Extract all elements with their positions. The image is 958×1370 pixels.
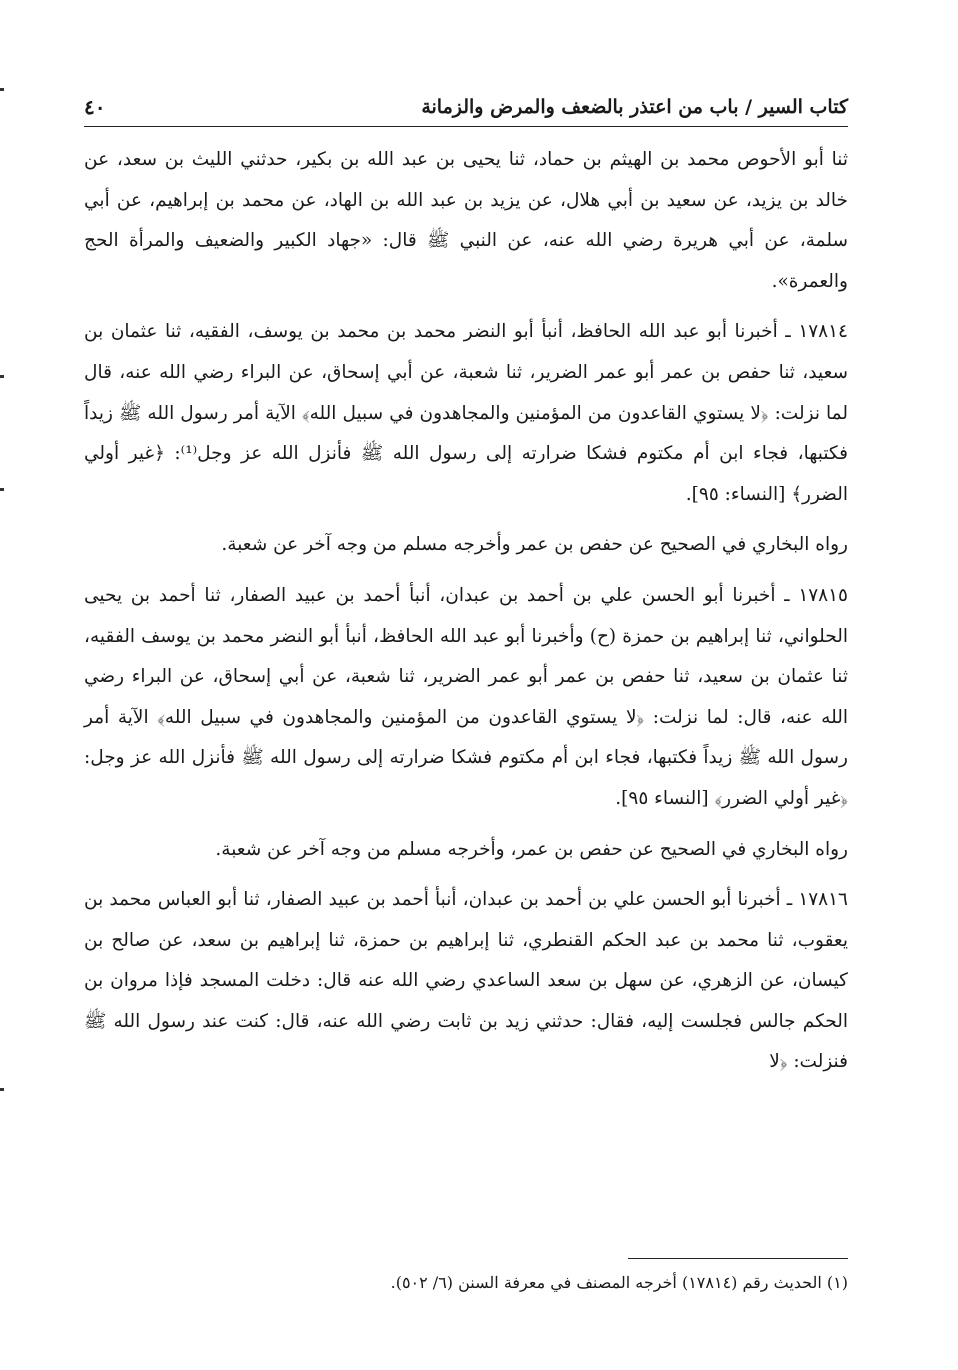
page-header <box>84 92 848 127</box>
footnote-divider <box>628 1258 848 1259</box>
takhrij-17814: رواه البخاري في الصحيح عن حفص بن عمر وأخرجه مسلم من وجه آخر عن شعبة. <box>221 534 848 556</box>
scan-edge-mark <box>0 88 4 91</box>
footnote: (١) الحديث رقم (١٧٨١٤) أخرجه المصنف في معرفة السنن (٦/ ٥٠٢). <box>390 1273 848 1292</box>
hadith-17816: ١٧٨١٦ ـ أخبرنا أبو الحسن علي بن أحمد بن عبدان، أنبأ أحمد بن عبيد الصفار، ثنا أبو العباس محمد بن يعقوب، ثنا محمد بن عبد الحكم القنطري، ثنا إبراهيم بن حمزة، ثنا إبراهيم بن سعد، عن صالح بن كيسان، عن الزهري، عن سهل بن سعد الساعدي رضي الله عنه قال: دخلت المسجد فإذا مروان بن الحكم جالس فجلست إليه، فقال: حدثني زيد بن ثابت رضي الله عنه، قال: كنت عند رسول الله ﷺ فنزلت: ﴿لا <box>84 889 849 1073</box>
takhrij-17815: رواه البخاري في الصحيح عن حفص بن عمر، وأخرجه مسلم من وجه آخر عن شعبة. <box>215 838 848 860</box>
page-body <box>84 140 848 1083</box>
scan-edge-mark <box>0 488 4 491</box>
hadith-17814: ١٧٨١٤ ـ أخبرنا أبو عبد الله الحافظ، أنبأ أبو النضر محمد بن محمد بن يوسف، الفقيه، ثنا عثمان بن سعيد، ثنا حفص بن عمر أبو عمر الضرير، ثنا شعبة، عن أبي إسحاق، عن البراء رضي الله عنه، قال لما نزلت: ﴿لا يستوي القاعدون من المؤمنين والمجاهدون في سبيل الله﴾ الآية أمر رسول الله ﷺ زيداً فكتبها، فجاء ابن أم مكتوم فشكا ضرارته إلى رسول الله ﷺ فأنزل الله عز وجل⁽¹⁾: ﴿غير أولي الضرر﴾ [النساء: ٩٥]. <box>84 321 848 505</box>
scan-edge-mark <box>0 375 4 378</box>
hadith-17815: ١٧٨١٥ ـ أخبرنا أبو الحسن علي بن أحمد بن عبدان، أنبأ أحمد بن عبيد الصفار، ثنا أحمد بن يحيى الحلواني، ثنا إبراهيم بن حمزة (ح) وأخبرنا أبو عبد الله الحافظ، أنبأ أبو النضر محمد بن يوسف الفقيه، ثنا عثمان بن سعيد، ثنا حفص بن عمر أبو عمر الضرير، ثنا شعبة، عن أبي إسحاق، عن البراء رضي الله عنه، قال: لما نزلت: ﴿لا يستوي القاعدون من المؤمنين والمجاهدون في سبيل الله﴾ الآية أمر رسول الله ﷺ زيداً فكتبها، فجاء ابن أم مكتوم فشكا ضرارته إلى رسول الله ﷺ فأنزل الله عز وجل: ﴿غير أولي الضرر﴾ [النساء ٩٥]. <box>84 584 848 809</box>
running-title: كتاب السير / باب من اعتذر بالضعف والمرض والزمانة <box>413 92 848 122</box>
page-number: ٤٠ <box>84 92 113 122</box>
paragraph-continuation: ثنا أبو الأحوص محمد بن الهيثم بن حماد، ثنا يحيى بن عبد الله بن بكير، حدثني الليث بن سعد، عن خالد بن يزيد، عن سعيد بن أبي هلال، عن يزيد بن عبد الله بن الهاد، عن محمد بن إبراهيم، عن أبي سلمة، عن أبي هريرة رضي الله عنه، عن النبي ﷺ قال: «جهاد الكبير والضعيف والمرأة الحج والعمرة». <box>84 149 848 292</box>
scan-edge-mark <box>0 1088 4 1091</box>
